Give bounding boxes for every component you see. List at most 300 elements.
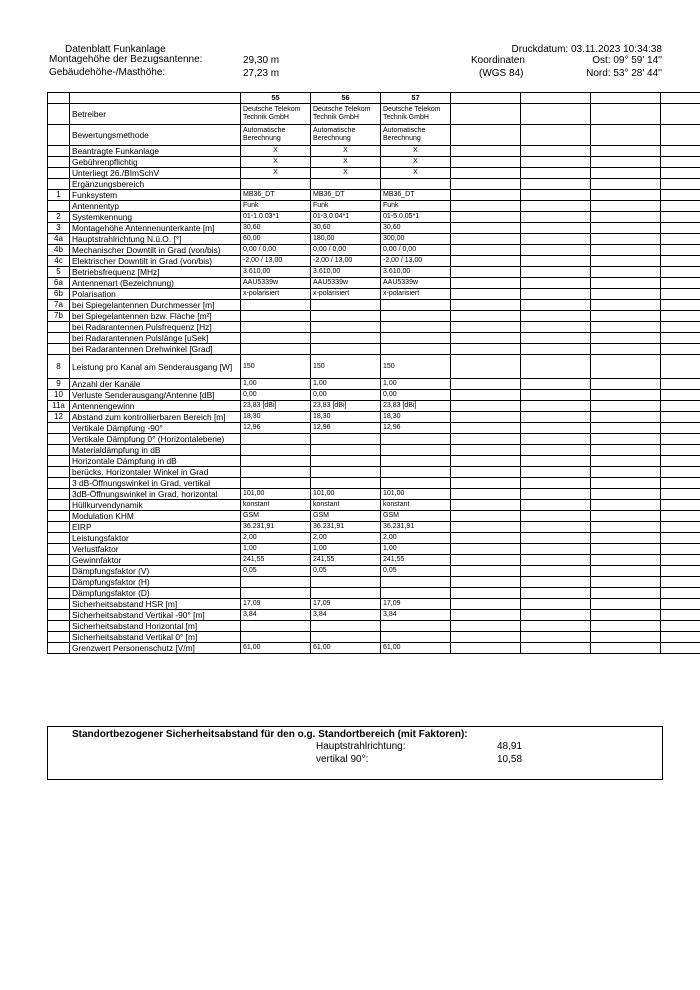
table-row bbox=[48, 467, 700, 478]
table-cell: X bbox=[381, 168, 451, 179]
row-number: 6a bbox=[48, 278, 70, 289]
table-cell bbox=[381, 632, 451, 643]
table-cell bbox=[241, 577, 311, 588]
table-cell bbox=[521, 125, 591, 146]
row-label: Dämpfungsfaktor (H) bbox=[70, 577, 241, 588]
table-cell bbox=[241, 300, 311, 311]
table-row bbox=[48, 588, 700, 599]
row-number bbox=[48, 125, 70, 146]
page-title: Datenblatt Funkanlage bbox=[65, 44, 166, 55]
table-cell bbox=[451, 588, 521, 599]
table-cell bbox=[521, 500, 591, 511]
table-cell bbox=[241, 445, 311, 456]
table-row bbox=[48, 168, 700, 179]
table-cell bbox=[521, 511, 591, 522]
table-cell bbox=[661, 500, 700, 511]
row-label: 3 dB-Öffnungswinkel in Grad, vertikal bbox=[70, 478, 241, 489]
table-cell bbox=[591, 544, 661, 555]
table-row bbox=[48, 610, 700, 621]
row-number: 4a bbox=[48, 234, 70, 245]
table-cell bbox=[661, 333, 700, 344]
table-cell bbox=[241, 311, 311, 322]
table-cell: x-polarisiert bbox=[381, 289, 451, 300]
cell-line: Technik GmbH bbox=[383, 114, 429, 121]
table-cell bbox=[451, 500, 521, 511]
table-cell bbox=[451, 278, 521, 289]
column-header-empty bbox=[48, 93, 70, 104]
table-cell bbox=[591, 300, 661, 311]
table-cell bbox=[661, 278, 700, 289]
cell-line: Deutsche Telekom bbox=[383, 106, 441, 113]
table-cell bbox=[591, 311, 661, 322]
row-number bbox=[48, 344, 70, 355]
column-header-row bbox=[48, 93, 700, 104]
row-label: Betreiber bbox=[70, 104, 241, 125]
row-number: 12 bbox=[48, 412, 70, 423]
table-cell: 0,05 bbox=[241, 566, 311, 577]
table-cell: 12,96 bbox=[311, 423, 381, 434]
row-number bbox=[48, 168, 70, 179]
table-cell: 23,83 [dBi] bbox=[311, 401, 381, 412]
cell-line: Berechnung bbox=[383, 135, 421, 142]
table-cell bbox=[521, 467, 591, 478]
summary-hsr-label: Hauptstrahlrichtung: bbox=[316, 741, 406, 752]
table-cell bbox=[381, 621, 451, 632]
table-cell bbox=[591, 632, 661, 643]
table-cell bbox=[591, 401, 661, 412]
row-label: Sicherheitsabstand Horizontal [m] bbox=[70, 621, 241, 632]
table-cell bbox=[451, 201, 521, 212]
table-cell bbox=[521, 300, 591, 311]
table-cell bbox=[311, 467, 381, 478]
table-cell bbox=[591, 157, 661, 168]
table-cell bbox=[311, 333, 381, 344]
table-cell bbox=[591, 533, 661, 544]
table-cell bbox=[661, 379, 700, 390]
table-cell bbox=[521, 256, 591, 267]
table-cell: X bbox=[241, 157, 311, 168]
table-cell: 60,00 bbox=[241, 234, 311, 245]
row-number: 7a bbox=[48, 300, 70, 311]
table-cell bbox=[661, 434, 700, 445]
table-cell bbox=[521, 104, 591, 125]
table-cell bbox=[521, 355, 591, 379]
table-row bbox=[48, 104, 700, 125]
table-cell bbox=[521, 390, 591, 401]
table-cell bbox=[661, 300, 700, 311]
table-cell bbox=[241, 456, 311, 467]
table-cell bbox=[381, 333, 451, 344]
table-cell bbox=[311, 577, 381, 588]
table-cell bbox=[241, 478, 311, 489]
table-cell bbox=[451, 146, 521, 157]
row-label: Mechanischer Downtilt in Grad (von/bis) bbox=[70, 245, 241, 256]
table-cell: AAU5339w bbox=[311, 278, 381, 289]
table-cell: 150 bbox=[241, 355, 311, 379]
table-row bbox=[48, 289, 700, 300]
table-cell: 61,00 bbox=[311, 643, 381, 654]
table-cell bbox=[241, 588, 311, 599]
table-cell: 18,30 bbox=[311, 412, 381, 423]
table-cell bbox=[591, 522, 661, 533]
table-cell bbox=[591, 610, 661, 621]
table-cell bbox=[381, 300, 451, 311]
table-cell bbox=[661, 234, 700, 245]
row-label: Gewinnfaktor bbox=[70, 555, 241, 566]
table-cell: X bbox=[311, 157, 381, 168]
table-cell: 0,00 bbox=[311, 390, 381, 401]
table-cell bbox=[521, 610, 591, 621]
table-row bbox=[48, 500, 700, 511]
row-label: 3dB-Öffnungswinkel in Grad, horizontal bbox=[70, 489, 241, 500]
table-row bbox=[48, 434, 700, 445]
table-cell bbox=[241, 632, 311, 643]
table-cell bbox=[381, 456, 451, 467]
row-label: Dämpfungsfaktor (V) bbox=[70, 566, 241, 577]
row-label: Ergänzungsbereich bbox=[70, 179, 241, 190]
table-row bbox=[48, 146, 700, 157]
row-number: 4b bbox=[48, 245, 70, 256]
column-header bbox=[451, 93, 521, 104]
table-row bbox=[48, 522, 700, 533]
row-label: Anzahl der Kanäle bbox=[70, 379, 241, 390]
table-row bbox=[48, 379, 700, 390]
table-cell bbox=[311, 456, 381, 467]
row-label: bei Radarantennen Pulsfrequenz [Hz] bbox=[70, 322, 241, 333]
table-cell bbox=[521, 456, 591, 467]
table-cell bbox=[311, 344, 381, 355]
table-cell bbox=[591, 423, 661, 434]
table-cell bbox=[451, 423, 521, 434]
row-label: Unterliegt 26./BImSchV bbox=[70, 168, 241, 179]
table-cell bbox=[521, 311, 591, 322]
table-cell bbox=[591, 125, 661, 146]
table-cell bbox=[451, 289, 521, 300]
row-label: Leistungsfaktor bbox=[70, 533, 241, 544]
table-cell bbox=[451, 456, 521, 467]
table-cell: 12,96 bbox=[241, 423, 311, 434]
table-cell bbox=[661, 104, 700, 125]
cell-line: Berechnung bbox=[243, 135, 281, 142]
table-cell bbox=[381, 434, 451, 445]
table-row bbox=[48, 223, 700, 234]
table-cell bbox=[661, 157, 700, 168]
table-row bbox=[48, 621, 700, 632]
table-cell: 61,00 bbox=[381, 643, 451, 654]
cell-line: Automatische bbox=[243, 127, 286, 134]
row-number bbox=[48, 201, 70, 212]
table-cell bbox=[381, 344, 451, 355]
row-label: Verlustfaktor bbox=[70, 544, 241, 555]
table-cell: 1,00 bbox=[381, 544, 451, 555]
table-cell: 101,00 bbox=[381, 489, 451, 500]
table-cell bbox=[591, 223, 661, 234]
row-number: 1 bbox=[48, 190, 70, 201]
table-cell bbox=[521, 577, 591, 588]
row-label: Leistung pro Kanal am Senderausgang [W] bbox=[70, 355, 241, 379]
row-label: Modulation KHM bbox=[70, 511, 241, 522]
table-cell bbox=[591, 245, 661, 256]
table-cell bbox=[521, 267, 591, 278]
table-cell bbox=[451, 445, 521, 456]
table-row bbox=[48, 511, 700, 522]
table-row bbox=[48, 489, 700, 500]
table-cell bbox=[451, 610, 521, 621]
cell-line: Automatische bbox=[313, 127, 356, 134]
table-cell bbox=[451, 267, 521, 278]
table-cell bbox=[591, 489, 661, 500]
table-cell bbox=[451, 379, 521, 390]
row-number: 4c bbox=[48, 256, 70, 267]
table-cell bbox=[451, 157, 521, 168]
row-label: Bewertungsmethode bbox=[70, 125, 241, 146]
row-number bbox=[48, 544, 70, 555]
column-header: 57 bbox=[381, 93, 451, 104]
table-cell bbox=[451, 168, 521, 179]
table-cell bbox=[521, 245, 591, 256]
table-cell bbox=[451, 412, 521, 423]
table-cell bbox=[451, 434, 521, 445]
table-cell bbox=[591, 379, 661, 390]
table-cell: 150 bbox=[311, 355, 381, 379]
table-cell: 18,30 bbox=[241, 412, 311, 423]
column-header bbox=[521, 93, 591, 104]
table-row bbox=[48, 555, 700, 566]
table-cell bbox=[661, 533, 700, 544]
table-cell: AAU5339w bbox=[381, 278, 451, 289]
table-cell bbox=[591, 511, 661, 522]
row-number bbox=[48, 588, 70, 599]
table-cell bbox=[591, 104, 661, 125]
table-row bbox=[48, 190, 700, 201]
table-cell bbox=[381, 577, 451, 588]
table-cell: 3,84 bbox=[381, 610, 451, 621]
row-label: bei Radarantennen Drehwinkel [Grad] bbox=[70, 344, 241, 355]
table-cell bbox=[521, 201, 591, 212]
table-cell: GSM bbox=[311, 511, 381, 522]
table-cell bbox=[311, 311, 381, 322]
table-cell: GSM bbox=[381, 511, 451, 522]
table-cell: 23,83 [dBi] bbox=[381, 401, 451, 412]
table-cell bbox=[451, 643, 521, 654]
row-label: Sicherheitsabstand HSR [m] bbox=[70, 599, 241, 610]
row-label: bei Radarantennen Pulslänge [uSek] bbox=[70, 333, 241, 344]
table-cell: GSM bbox=[241, 511, 311, 522]
table-cell bbox=[661, 412, 700, 423]
table-cell bbox=[451, 467, 521, 478]
table-cell bbox=[591, 412, 661, 423]
table-cell bbox=[661, 267, 700, 278]
table-cell bbox=[591, 333, 661, 344]
table-row bbox=[48, 632, 700, 643]
table-cell: 1,00 bbox=[381, 379, 451, 390]
row-number bbox=[48, 555, 70, 566]
table-cell bbox=[591, 445, 661, 456]
table-cell bbox=[451, 223, 521, 234]
table-row bbox=[48, 445, 700, 456]
table-cell bbox=[241, 125, 311, 146]
row-label: Systemkennung bbox=[70, 212, 241, 223]
table-cell: 2,00 bbox=[241, 533, 311, 544]
row-label: Beantragte Funkanlage bbox=[70, 146, 241, 157]
table-cell bbox=[521, 632, 591, 643]
row-label: Materialdämpfung in dB bbox=[70, 445, 241, 456]
table-cell bbox=[521, 445, 591, 456]
radio-data-table bbox=[47, 92, 700, 654]
row-label: EIRP bbox=[70, 522, 241, 533]
table-cell bbox=[381, 322, 451, 333]
row-number bbox=[48, 146, 70, 157]
table-cell bbox=[591, 566, 661, 577]
table-cell: konstant bbox=[241, 500, 311, 511]
table-cell bbox=[521, 190, 591, 201]
table-cell bbox=[311, 125, 381, 146]
table-cell: Funk bbox=[381, 201, 451, 212]
table-cell bbox=[521, 566, 591, 577]
table-cell: 0,00 / 0,00 bbox=[381, 245, 451, 256]
table-cell bbox=[661, 555, 700, 566]
table-cell bbox=[381, 445, 451, 456]
table-cell: 241,55 bbox=[311, 555, 381, 566]
table-cell bbox=[311, 322, 381, 333]
table-cell: 1,00 bbox=[241, 379, 311, 390]
row-label: Dämpfungsfaktor (D) bbox=[70, 588, 241, 599]
table-cell bbox=[661, 599, 700, 610]
table-cell: 1,00 bbox=[311, 544, 381, 555]
row-number: 8 bbox=[48, 355, 70, 379]
table-cell bbox=[451, 489, 521, 500]
table-cell bbox=[591, 478, 661, 489]
table-cell bbox=[451, 234, 521, 245]
table-cell bbox=[311, 434, 381, 445]
table-cell: 01-5.0.05*1 bbox=[381, 212, 451, 223]
table-cell: 17,09 bbox=[241, 599, 311, 610]
table-cell: 17,09 bbox=[311, 599, 381, 610]
table-cell bbox=[591, 588, 661, 599]
table-cell: MB36_DT bbox=[311, 190, 381, 201]
table-row bbox=[48, 355, 700, 379]
table-cell: 300,00 bbox=[381, 234, 451, 245]
summary-title: Standortbezogener Sicherheitsabstand für den o.g. Standortbereich (mit Faktoren): bbox=[72, 729, 468, 740]
table-cell: x-polarisiert bbox=[311, 289, 381, 300]
row-number: 5 bbox=[48, 267, 70, 278]
row-number bbox=[48, 333, 70, 344]
table-cell bbox=[661, 566, 700, 577]
table-cell bbox=[661, 643, 700, 654]
table-cell: 3,84 bbox=[311, 610, 381, 621]
table-cell bbox=[661, 390, 700, 401]
table-cell bbox=[521, 322, 591, 333]
table-cell bbox=[521, 289, 591, 300]
row-number: 11a bbox=[48, 401, 70, 412]
row-number bbox=[48, 522, 70, 533]
table-cell bbox=[521, 522, 591, 533]
table-cell bbox=[661, 212, 700, 223]
row-number bbox=[48, 632, 70, 643]
table-cell bbox=[591, 212, 661, 223]
row-label: Polarisation bbox=[70, 289, 241, 300]
row-label: Grenzwert Personenschutz [V/m] bbox=[70, 643, 241, 654]
column-header: 56 bbox=[311, 93, 381, 104]
table-cell bbox=[311, 478, 381, 489]
table-cell bbox=[451, 599, 521, 610]
table-row bbox=[48, 344, 700, 355]
table-cell bbox=[661, 588, 700, 599]
table-cell bbox=[521, 278, 591, 289]
table-cell: 01-1.0.03*1 bbox=[241, 212, 311, 223]
table-row bbox=[48, 125, 700, 146]
table-cell: 23,83 [dBi] bbox=[241, 401, 311, 412]
table-cell bbox=[521, 333, 591, 344]
table-cell bbox=[661, 401, 700, 412]
table-cell bbox=[311, 104, 381, 125]
table-cell: 0,00 / 0,00 bbox=[241, 245, 311, 256]
row-number bbox=[48, 179, 70, 190]
table-cell: X bbox=[311, 168, 381, 179]
table-cell: X bbox=[311, 146, 381, 157]
row-label: Antennenart (Bezeichnung) bbox=[70, 278, 241, 289]
table-cell bbox=[521, 146, 591, 157]
row-number: 3 bbox=[48, 223, 70, 234]
table-cell bbox=[311, 445, 381, 456]
table-cell bbox=[591, 555, 661, 566]
table-cell: 101,00 bbox=[311, 489, 381, 500]
table-cell: 30,60 bbox=[241, 223, 311, 234]
table-cell: 3,84 bbox=[241, 610, 311, 621]
table-cell bbox=[521, 179, 591, 190]
table-cell bbox=[451, 478, 521, 489]
summary-box bbox=[47, 726, 663, 780]
table-cell: 36.231,91 bbox=[241, 522, 311, 533]
table-cell bbox=[661, 489, 700, 500]
table-row bbox=[48, 322, 700, 333]
table-row bbox=[48, 599, 700, 610]
table-cell bbox=[661, 456, 700, 467]
table-cell bbox=[241, 333, 311, 344]
row-label: Gebührenpflichtig bbox=[70, 157, 241, 168]
coordinate-north: Nord: 53° 28' 44'' bbox=[586, 68, 662, 79]
table-cell: 01-3.0.04*1 bbox=[311, 212, 381, 223]
table-cell bbox=[381, 125, 451, 146]
row-number bbox=[48, 434, 70, 445]
cell-line: Deutsche Telekom bbox=[243, 106, 301, 113]
table-cell bbox=[661, 467, 700, 478]
table-cell bbox=[661, 511, 700, 522]
table-cell bbox=[451, 256, 521, 267]
table-cell bbox=[661, 478, 700, 489]
table-cell: 2,00 bbox=[311, 533, 381, 544]
table-cell bbox=[241, 344, 311, 355]
row-label: Abstand zum kontrollierbaren Bereich [m] bbox=[70, 412, 241, 423]
table-cell bbox=[451, 390, 521, 401]
table-cell: 36.231,91 bbox=[381, 522, 451, 533]
table-cell: AAU5339w bbox=[241, 278, 311, 289]
table-cell bbox=[661, 522, 700, 533]
table-cell bbox=[381, 179, 451, 190]
table-row bbox=[48, 456, 700, 467]
column-header-empty bbox=[70, 93, 241, 104]
table-cell bbox=[451, 300, 521, 311]
table-row bbox=[48, 245, 700, 256]
row-label: Antennengewinn bbox=[70, 401, 241, 412]
table-cell: 2,00 bbox=[381, 533, 451, 544]
table-row bbox=[48, 423, 700, 434]
print-date: Druckdatum: 03.11.2023 10:34:38 bbox=[511, 44, 662, 55]
table-cell bbox=[661, 423, 700, 434]
table-cell bbox=[451, 511, 521, 522]
building-height-label: Gebäudehöhe-/Masthöhe: bbox=[49, 67, 166, 78]
row-label: Horizontale Dämpfung in dB bbox=[70, 456, 241, 467]
